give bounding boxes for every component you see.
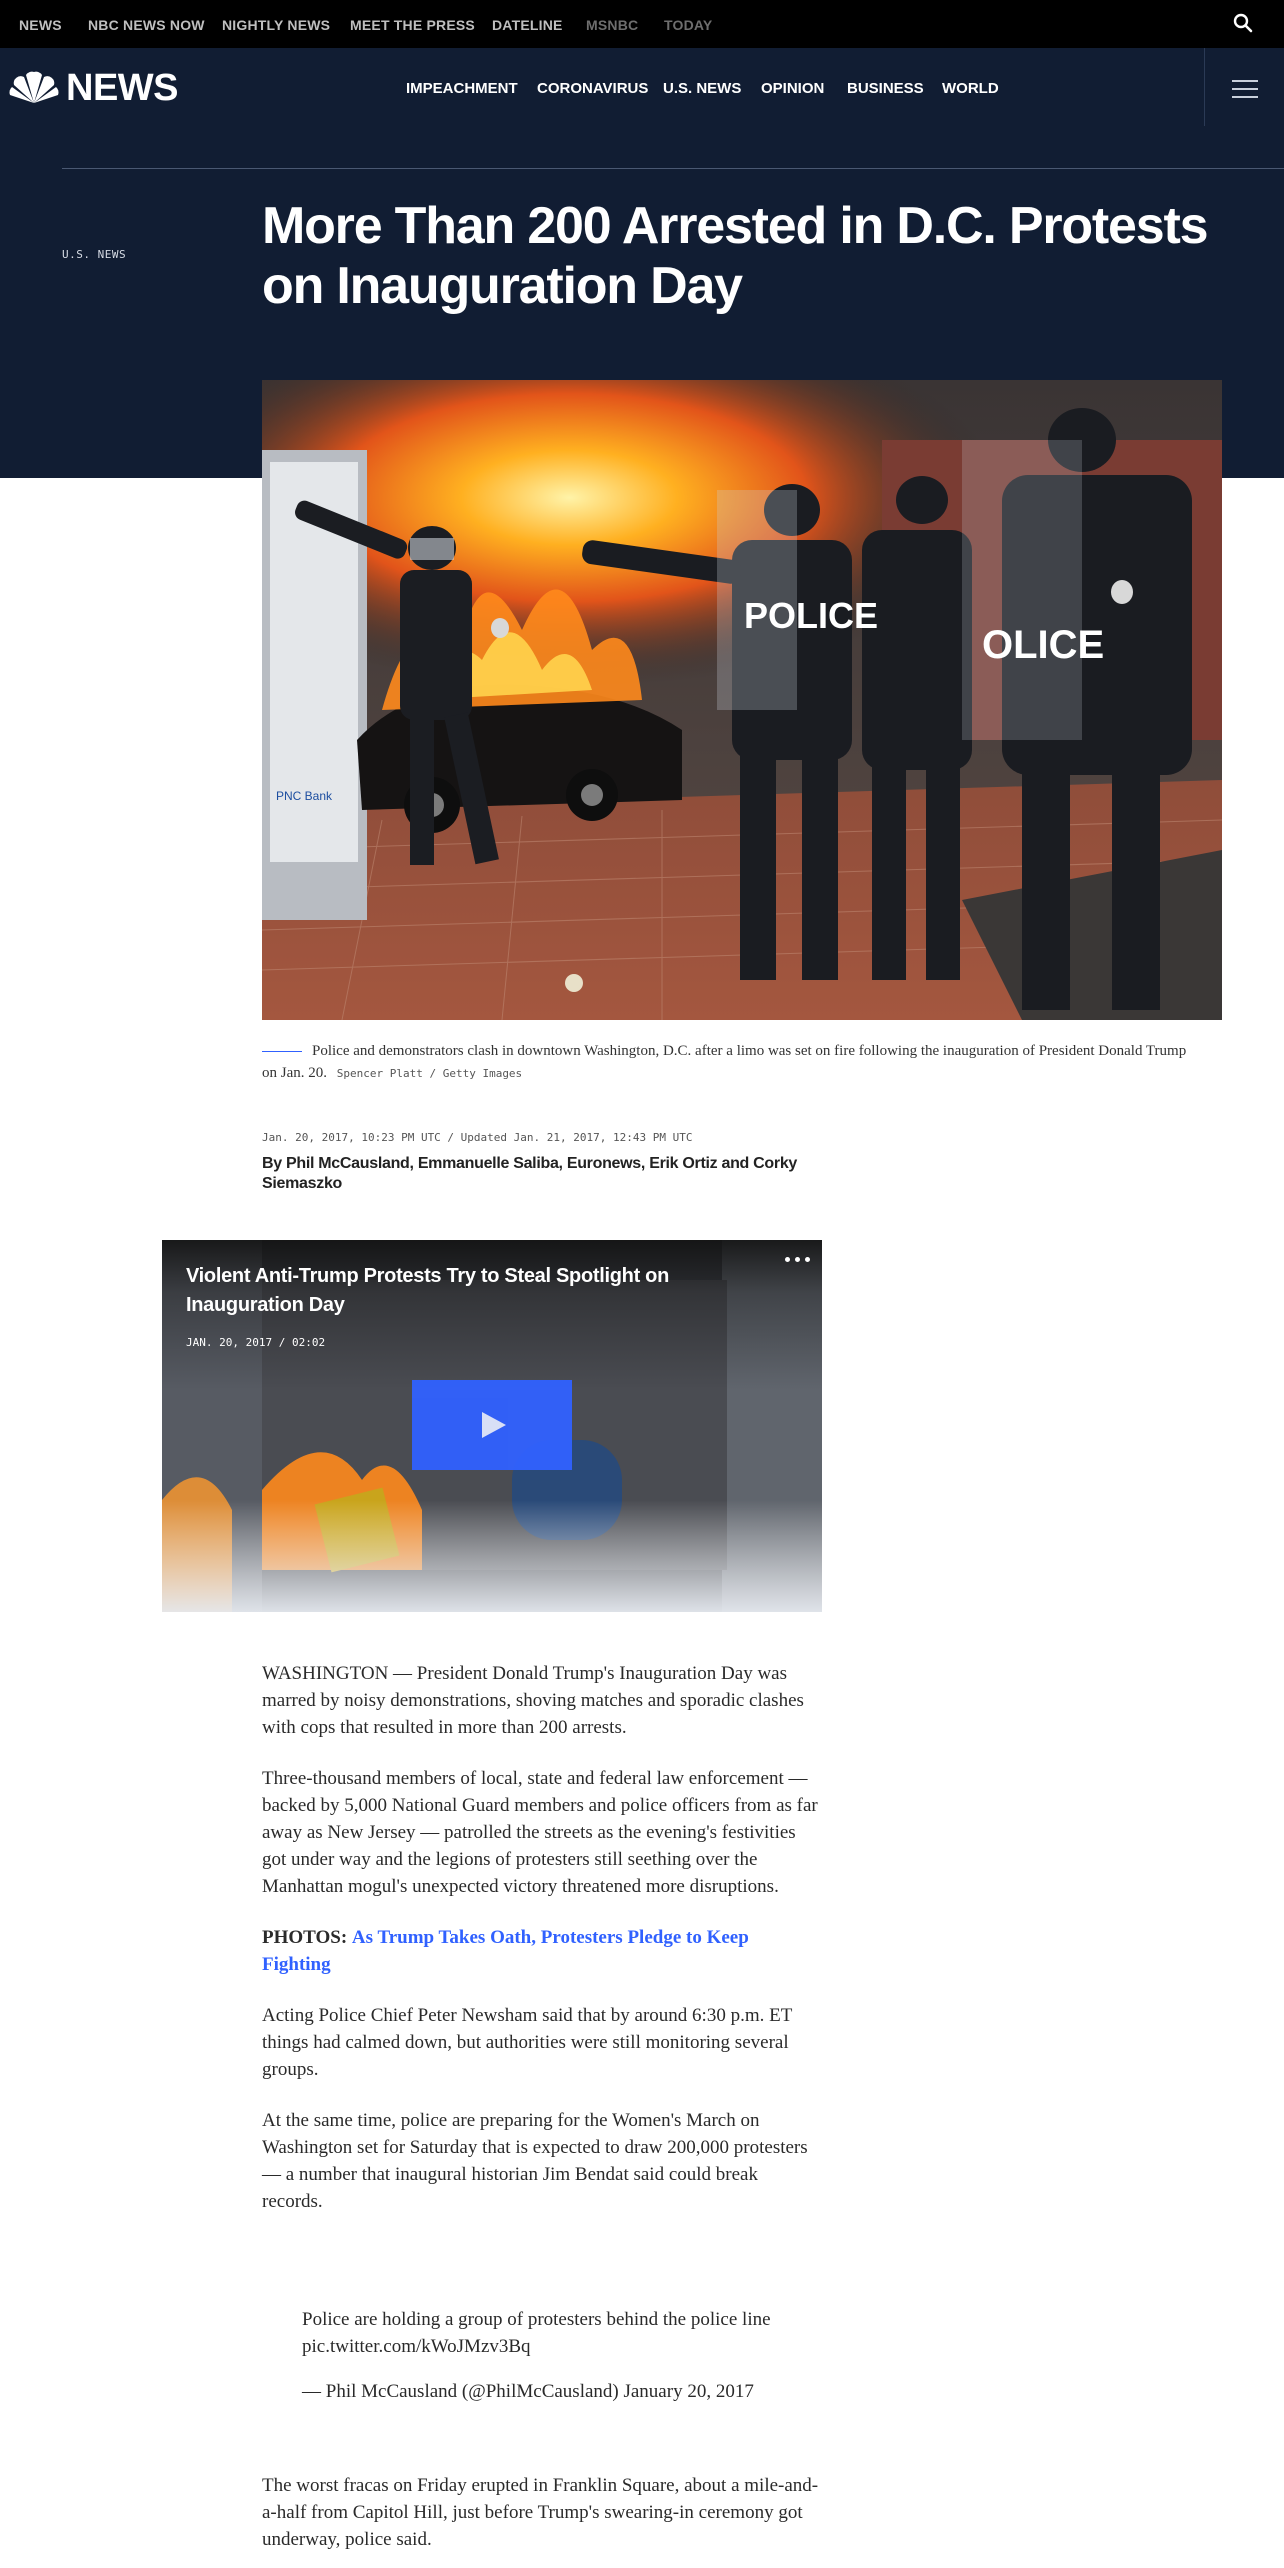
svg-text:OLICE: OLICE — [982, 623, 1105, 667]
image-caption — [262, 1040, 1202, 1085]
article-paragraph: At the same time, police are preparing for the Women's March on Washington set for Saturday that is expected to draw 200,000 protesters — a number that inaugural historian Jim Bendat said could break records. — [262, 2110, 808, 2212]
menu-icon[interactable] — [1232, 80, 1258, 98]
topbar-link-meet-the-press[interactable]: MEET THE PRESS — [350, 17, 475, 33]
video-title[interactable]: Violent Anti-Trump Protests Try to Steal Spotlight on Inauguration Day — [186, 1265, 670, 1316]
section-eyebrow[interactable]: U.S. NEWS — [62, 248, 127, 261]
article-paragraph: WASHINGTON — President Donald Trump's Inauguration Day was marred by noisy demonstrations, shoving matches and sporadic clashes with cops that resulted in more than 200 arrests. — [262, 1663, 804, 1738]
photos-promo — [262, 1924, 822, 1978]
tweet-attribution[interactable]: — Phil McCausland (@PhilMcCausland) January 20, 2017 — [302, 2381, 754, 2402]
article-dateline: Jan. 20, 2017, 10:23 PM UTC / Updated Jan. 21, 2017, 12:43 PM UTC — [262, 1131, 693, 1144]
image-credit: Spencer Platt / Getty Images — [336, 1067, 523, 1080]
topbar-link-nightly-news[interactable]: NIGHTLY NEWS — [222, 17, 331, 33]
embedded-tweet — [302, 2306, 802, 2405]
topbar-link-news[interactable]: NEWS — [19, 17, 62, 33]
topbar-link-today[interactable]: TODAY — [664, 17, 713, 33]
photos-link[interactable]: As Trump Takes Oath, Protesters Pledge to Keep Fighting — [262, 1927, 749, 1975]
nav-divider — [1204, 48, 1205, 126]
article-paragraph: Acting Police Chief Peter Newsham said that by around 6:30 p.m. ET things had calmed down, but authorities were still monitoring several groups. — [262, 2005, 792, 2080]
nav-link-coronavirus[interactable]: CORONAVIRUS — [537, 80, 649, 97]
nav-link-world[interactable]: WORLD — [942, 80, 999, 97]
svg-text:PNC Bank: PNC Bank — [276, 789, 333, 803]
article-paragraph: Three-thousand members of local, state and federal law enforcement — backed by 5,000 National Guard members and police officers from as far away as New Jersey — patrolled the streets as the evening's festivities got under way and the legions of protesters still seething over the Manhattan mogul's unexpected victory threatened more disruptions. — [262, 1768, 818, 1897]
play-button[interactable] — [412, 1380, 572, 1470]
article-body — [262, 1660, 822, 2239]
nav-link-opinion[interactable]: OPINION — [761, 80, 825, 97]
play-icon — [478, 1410, 508, 1440]
more-icon[interactable] — [784, 1254, 812, 1264]
article-paragraph: The worst fracas on Friday erupted in Franklin Square, about a mile-and-a-half from Capitol Hill, just before Trump's swearing-in ceremony got underway, police said. — [262, 2475, 819, 2550]
tweet-text: Police are holding a group of protesters behind the police line pic.twitter.com/kWoJMzv3Bq — [302, 2309, 771, 2357]
nav-link-impeachment[interactable]: IMPEACHMENT — [406, 80, 518, 97]
nav-link-us-news[interactable]: U.S. NEWS — [663, 80, 742, 97]
svg-text:POLICE: POLICE — [744, 595, 879, 636]
photos-label: PHOTOS: — [262, 1927, 348, 1948]
article-body-continued — [262, 2472, 822, 2553]
article-byline: By Phil McCausland, Emmanuelle Saliba, Euronews, Erik Ortiz and Corky Siemaszko — [262, 1155, 798, 1192]
topbar-link-msnbc[interactable]: MSNBC — [586, 17, 639, 33]
article-headline: More Than 200 Arrested in D.C. Protests on Inauguration Day — [262, 197, 1208, 315]
video-date: JAN. 20, 2017 / 02:02 — [186, 1336, 326, 1349]
peacock-logo-icon — [8, 71, 60, 105]
search-icon[interactable] — [1232, 12, 1254, 34]
caption-rule — [262, 1051, 302, 1052]
caption-text: Police and demonstrators clash in downtown Washington, D.C. after a limo was set on fire following the inauguration of President Donald Trump on Jan. 20. — [262, 1043, 1187, 1081]
hero-image — [262, 380, 1222, 1020]
header-divider — [62, 168, 1284, 169]
nav-link-business[interactable]: BUSINESS — [847, 80, 924, 97]
nbc-news-logo[interactable] — [8, 68, 178, 108]
topbar-link-dateline[interactable]: DATELINE — [492, 17, 563, 33]
video-player[interactable] — [162, 1240, 822, 1612]
topbar-link-nbc-news-now[interactable]: NBC NEWS NOW — [88, 17, 205, 33]
logo-wordmark: NEWS — [66, 66, 178, 109]
top-bar — [0, 0, 1284, 48]
